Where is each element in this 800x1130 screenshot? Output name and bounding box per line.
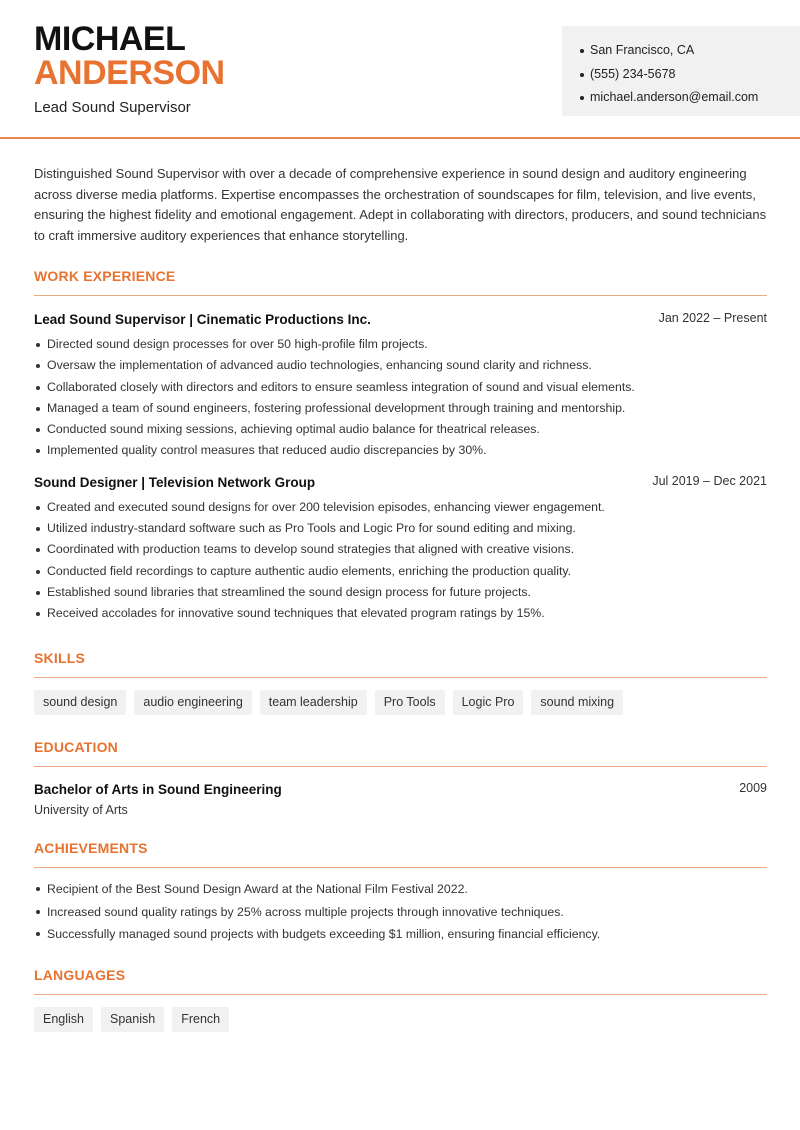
section-title: WORK EXPERIENCE xyxy=(34,268,176,284)
job-title: Sound Designer | Television Network Group xyxy=(34,474,316,490)
section-title: EDUCATION xyxy=(34,739,118,755)
language-tags xyxy=(34,1007,767,1032)
job-date: Jan 2022 – Present xyxy=(658,311,767,325)
job-entry xyxy=(34,474,767,625)
list-item: Successfully managed sound projects with budgets exceeding $1 million, ensuring financial efficiency. xyxy=(34,923,767,946)
skill-tag: Logic Pro xyxy=(453,690,524,715)
contact-location: San Francisco, CA xyxy=(580,39,758,63)
full-name xyxy=(34,22,225,90)
summary-text: Distinguished Sound Supervisor with over a decade of comprehensive experience in sound design and auditory engineering across diverse media platforms. Expertise encompasses the orchestration of soundscapes for film, television, and live events, ensuring the highest fidelity and emotional engagement. Adept in collaborating with directors, producers, and sound technicians to craft immersive auditory experiences that enhance storytelling. xyxy=(34,166,767,244)
list-item: Collaborated closely with directors and editors to ensure seamless integration of sound and visual elements. xyxy=(34,377,767,398)
graduation-year: 2009 xyxy=(739,781,767,795)
skill-tag: audio engineering xyxy=(134,690,251,715)
list-item: Conducted sound mixing sessions, achieving optimal audio balance for theatrical releases. xyxy=(34,419,767,440)
section-divider xyxy=(34,766,767,767)
section-divider xyxy=(34,994,767,995)
section-divider xyxy=(34,295,767,296)
skill-tags xyxy=(34,690,767,715)
language-tag: English xyxy=(34,1007,93,1032)
skill-tag: Pro Tools xyxy=(375,690,445,715)
contact-box xyxy=(562,26,800,116)
list-item: Increased sound quality ratings by 25% across multiple projects through innovative techniques. xyxy=(34,901,767,924)
job-entry xyxy=(34,311,767,462)
last-name: ANDERSON xyxy=(34,54,225,92)
list-item: Coordinated with production teams to develop sound strategies that aligned with creative visions. xyxy=(34,539,767,560)
contact-email: michael.anderson@email.com xyxy=(580,86,758,110)
list-item: Conducted field recordings to capture authentic audio elements, enriching the production quality. xyxy=(34,561,767,582)
resume-header xyxy=(0,0,800,139)
list-item: Created and executed sound designs for over 200 television episodes, enhancing viewer engagement. xyxy=(34,497,767,518)
education-entry xyxy=(34,781,767,817)
job-title: Lead Sound Supervisor | Cinematic Productions Inc. xyxy=(34,312,371,327)
skills-section xyxy=(34,648,767,715)
list-item: Recipient of the Best Sound Design Award at the National Film Festival 2022. xyxy=(34,878,767,901)
language-tag: French xyxy=(172,1007,229,1032)
work-experience-section xyxy=(34,266,767,625)
list-item: Managed a team of sound engineers, fostering professional development through training and mentorship. xyxy=(34,398,767,419)
education-section xyxy=(34,737,767,817)
section-title: LANGUAGES xyxy=(34,967,126,983)
school-name: University of Arts xyxy=(34,803,128,817)
list-item: Established sound libraries that streamlined the sound design process for future projects. xyxy=(34,582,767,603)
achievements-section xyxy=(34,838,767,946)
degree: Bachelor of Arts in Sound Engineering xyxy=(34,782,282,797)
job-title-headline: Lead Sound Supervisor xyxy=(34,99,191,116)
list-item: Oversaw the implementation of advanced audio technologies, enhancing sound clarity and richness. xyxy=(34,355,767,376)
skill-tag: team leadership xyxy=(260,690,367,715)
languages-section xyxy=(34,965,767,1032)
list-item: Received accolades for innovative sound techniques that elevated program ratings by 15%. xyxy=(34,603,767,624)
section-divider xyxy=(34,867,767,868)
skill-tag: sound mixing xyxy=(531,690,623,715)
section-divider xyxy=(34,677,767,678)
list-item: Directed sound design processes for over 50 high-profile film projects. xyxy=(34,334,767,355)
contact-phone: (555) 234-5678 xyxy=(580,63,758,87)
first-name: MICHAEL xyxy=(34,20,186,58)
section-title: ACHIEVEMENTS xyxy=(34,840,148,856)
job-date: Jul 2019 – Dec 2021 xyxy=(652,473,767,488)
summary-section xyxy=(34,164,767,247)
list-item: Utilized industry-standard software such as Pro Tools and Logic Pro for sound editing and mixing. xyxy=(34,518,767,539)
section-title: SKILLS xyxy=(34,650,85,666)
skill-tag: sound design xyxy=(34,690,126,715)
language-tag: Spanish xyxy=(101,1007,164,1032)
list-item: Implemented quality control measures that reduced audio discrepancies by 30%. xyxy=(34,440,767,461)
